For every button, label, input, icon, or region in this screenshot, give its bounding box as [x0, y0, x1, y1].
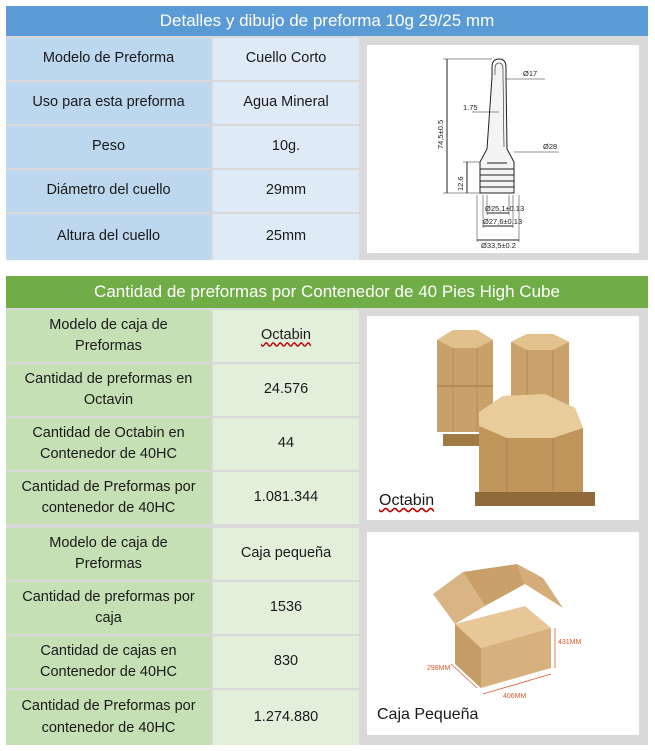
g1-label-octabin-per-container: Cantidad de Octabin en Contenedor de 40HC — [6, 418, 211, 470]
small-box-illustration — [367, 532, 639, 735]
dim-d3: Ø33,5±0.2 — [481, 241, 516, 250]
dim-mid-diameter: Ø28 — [543, 142, 558, 151]
octabin-caption — [379, 492, 434, 510]
g2-label-box-model: Modelo de caja de Preformas — [6, 528, 211, 580]
g2-label-qty-per-box: Cantidad de preformas por caja — [6, 582, 211, 634]
dim-box-depth: 298MM — [427, 665, 451, 672]
container-quantity-table — [6, 276, 648, 745]
dim-top-diameter: Ø17 — [523, 69, 538, 78]
dim-d1: Ø25,1±0.13 — [485, 204, 525, 213]
g1-value-box-model-cell — [213, 310, 359, 362]
g1-value-octabin-per-container: 44 — [213, 418, 359, 470]
g1-value-preforms-per-container: 1.081.344 — [213, 472, 359, 524]
g1-value-qty-per-octabin: 24.576 — [213, 364, 359, 416]
g1-label-preforms-per-container: Cantidad de Preformas por contenedor de 40HC — [6, 472, 211, 524]
dim-box-width: 406MM — [503, 693, 527, 700]
g2-value-qty-per-box: 1536 — [213, 582, 359, 634]
g2-label-boxes-per-container: Cantidad de cajas en Contenedor de 40HC — [6, 636, 211, 688]
small-box-caption: Caja Pequeña — [377, 706, 479, 723]
g2-value-boxes-per-container: 830 — [213, 636, 359, 688]
dim-wall: 1.75 — [463, 103, 478, 112]
row-label-weight: Peso — [6, 126, 211, 168]
dim-d2: Ø27,6±0.13 — [483, 217, 523, 226]
row-value-model: Cuello Corto — [213, 38, 359, 80]
g1-label-qty-per-octabin: Cantidad de preformas en Octavin — [6, 364, 211, 416]
g2-value-preforms-per-container: 1.274.880 — [213, 690, 359, 745]
row-value-use: Agua Mineral — [213, 82, 359, 124]
preform-details-table — [6, 6, 648, 260]
row-label-neck-height: Altura del cuello — [6, 214, 211, 260]
dim-total-height: 74,5±0.5 — [436, 119, 445, 149]
row-label-model: Modelo de Preforma — [6, 38, 211, 80]
dim-box-height: 431MM — [558, 639, 582, 646]
row-value-neck-diameter: 29mm — [213, 170, 359, 212]
preform-technical-drawing — [367, 45, 639, 253]
row-label-neck-diameter: Diámetro del cuello — [6, 170, 211, 212]
octabin-illustration — [367, 316, 639, 520]
preform-drawing-svg — [367, 45, 639, 253]
octabin-image — [367, 316, 639, 520]
g2-value-box-model: Caja pequeña — [213, 528, 359, 580]
dim-neck-height: 12.6 — [456, 176, 465, 191]
g2-label-preforms-per-container: Cantidad de Preformas por contenedor de 40HC — [6, 690, 211, 745]
g1-label-box-model: Modelo de caja de Preformas — [6, 310, 211, 362]
g1-value-box-model: Octabin — [261, 327, 311, 344]
container-quantity-title: Cantidad de preformas por Contenedor de 40 Pies High Cube — [6, 276, 648, 308]
small-box-image — [367, 532, 639, 735]
octabin-caption-text: Octabin — [379, 492, 435, 509]
row-value-neck-height: 25mm — [213, 214, 359, 260]
row-value-weight: 10g. — [213, 126, 359, 168]
row-label-use: Uso para esta preforma — [6, 82, 211, 124]
preform-details-title: Detalles y dibujo de preforma 10g 29/25 mm — [6, 6, 648, 36]
